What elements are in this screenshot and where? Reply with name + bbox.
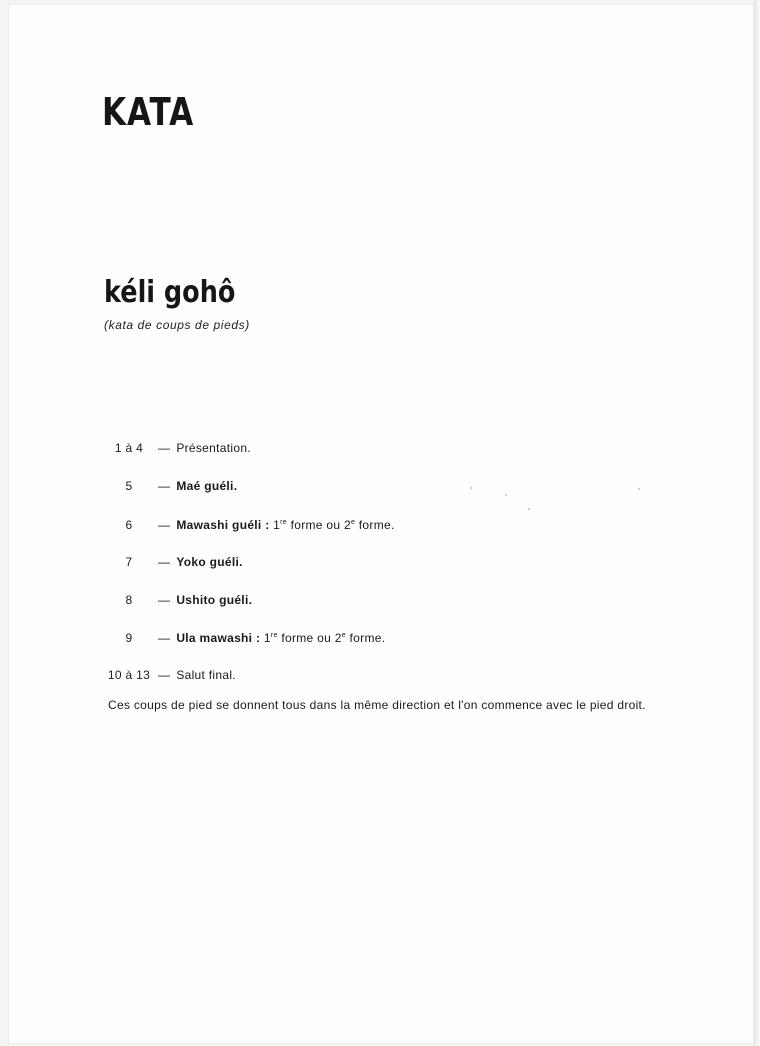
step-dash: — [158, 441, 171, 455]
form-two-suffix: e [341, 632, 346, 639]
page-heading: KATA [102, 90, 195, 134]
step-dash: — [158, 479, 171, 493]
page-edge [754, 0, 760, 1046]
step-row [104, 665, 236, 685]
form-separator: forme ou 2 [286, 518, 351, 532]
step-number: 8 [125, 593, 133, 607]
form-one-suffix: re [270, 632, 278, 639]
paper-speck [528, 508, 530, 510]
step-number: 1 à 4 [114, 441, 144, 455]
paper-speck [470, 487, 472, 489]
step-number: 6 [125, 518, 133, 532]
form-one-suffix: re [280, 519, 287, 526]
step-text [273, 518, 394, 532]
step-number: 7 [125, 555, 133, 569]
paper-speck [505, 494, 507, 496]
step-number: 5 [125, 479, 133, 493]
step-row [104, 513, 395, 533]
step-dash: — [158, 518, 171, 532]
technique-name: Ula mawashi : [176, 631, 261, 645]
step-row [104, 476, 237, 496]
step-number: 10 à 13 [107, 668, 151, 682]
form-two-suffix: e [350, 519, 356, 526]
step-number: 9 [125, 631, 133, 645]
step-row [104, 438, 251, 458]
technique-name: Ushito guéli. [176, 593, 253, 607]
form-end: forme. [355, 518, 395, 532]
step-text: Salut final. [176, 668, 236, 682]
technique-name: Yoko guéli. [176, 555, 243, 569]
form-one-number: 1 [263, 631, 271, 645]
form-end: forme. [345, 631, 386, 645]
step-dash: — [158, 555, 171, 569]
step-dash: — [158, 668, 171, 682]
kata-subtitle: (kata de coups de pieds) [104, 318, 250, 332]
closing-note: Ces coups de pied se donnent tous dans la même direction et l'on commence avec le pied droit. [108, 698, 646, 712]
step-text: Présentation. [176, 441, 251, 455]
technique-name: Mawashi guéli : [176, 518, 270, 532]
step-row [104, 590, 252, 610]
step-row [104, 552, 243, 572]
form-separator: forme ou 2 [277, 631, 342, 645]
step-dash: — [158, 631, 171, 645]
step-row [104, 626, 385, 646]
kata-title: kéli gohô [104, 275, 236, 310]
technique-name: Maé guéli. [176, 479, 238, 493]
form-one-number: 1 [273, 518, 281, 532]
step-text [264, 631, 385, 645]
paper-speck [638, 488, 640, 490]
step-dash: — [158, 593, 171, 607]
